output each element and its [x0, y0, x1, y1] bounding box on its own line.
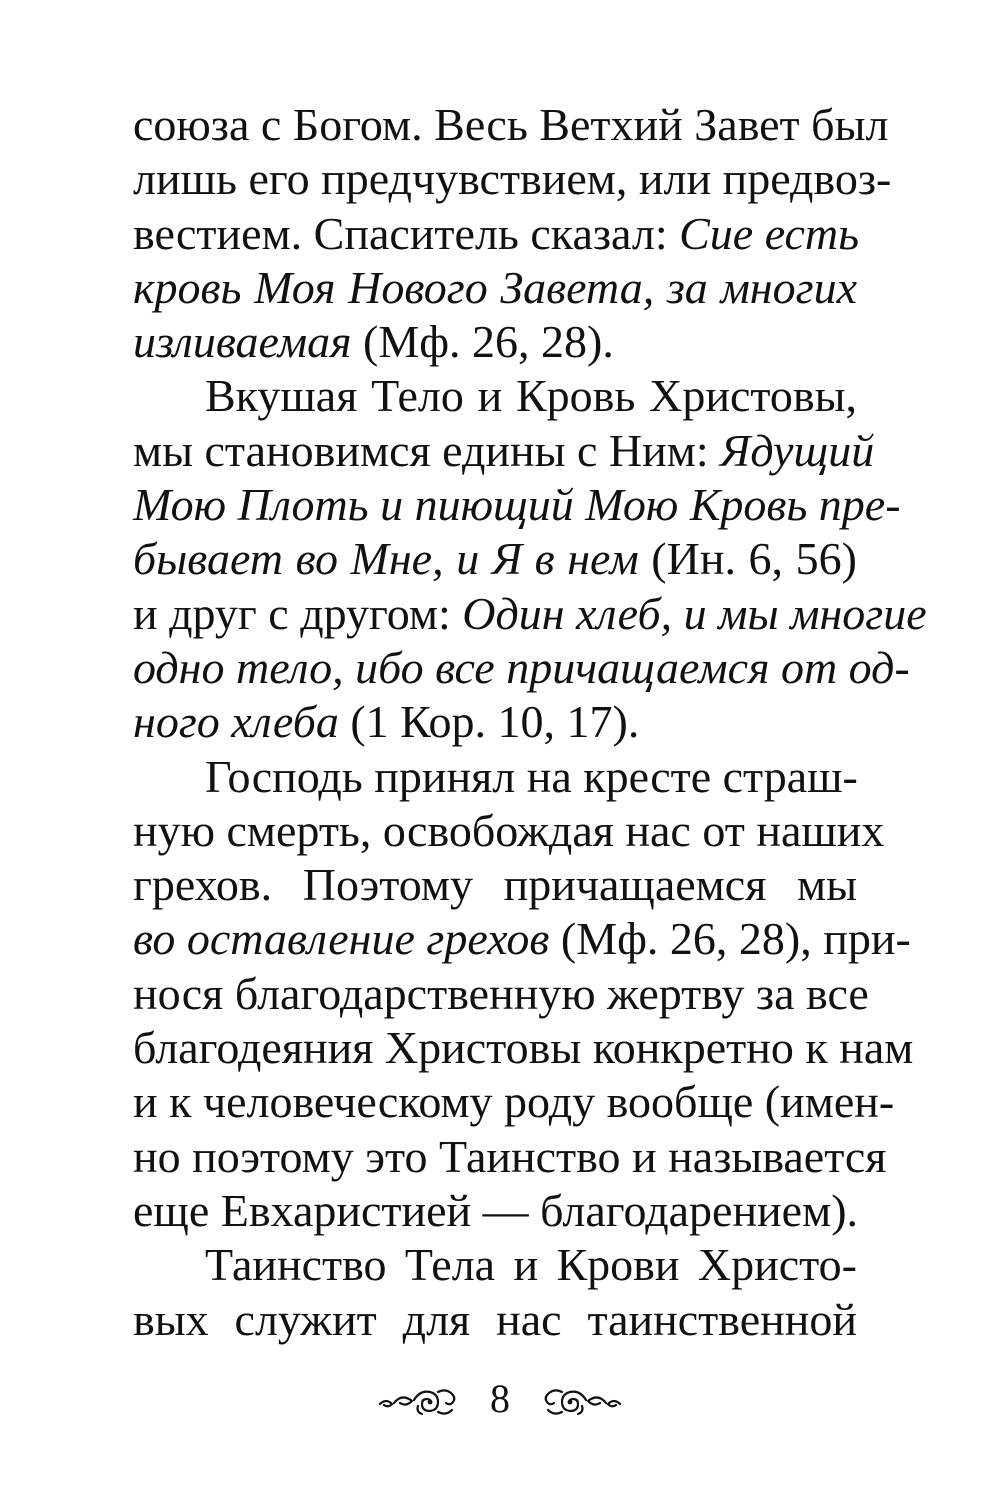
scripture-quote: Сие есть [679, 207, 860, 259]
text-span: нося благодарственную жертву за все [133, 967, 869, 1019]
text-line [133, 207, 860, 261]
text-span: лишь его предчувствием, или предвоз- [133, 153, 892, 205]
text-span: Таинство Тела и Крови Христо- [205, 1239, 857, 1291]
text-line [133, 152, 892, 206]
text-line [133, 1130, 887, 1184]
text-line [133, 967, 869, 1021]
text-span: мы становимся едины с Ним: [133, 424, 721, 476]
text-line [133, 261, 857, 315]
text-line [133, 369, 857, 423]
floral-ornament-icon [540, 1384, 622, 1418]
text-span: благодеяния Христовы конкретно к нам [133, 1022, 914, 1074]
text-line [133, 912, 911, 966]
text-line [133, 1021, 914, 1075]
text-span: грехов. Поэтому причащаемся мы [133, 859, 857, 911]
text-line [133, 1238, 857, 1292]
page-number: 8 [490, 1376, 510, 1421]
text-span: (Ин. 6, 56) [638, 533, 857, 585]
text-line [133, 1184, 857, 1238]
text-span: вых служит для нас таинственной [133, 1293, 857, 1345]
scripture-quote: во оставление грехов [133, 913, 550, 965]
scripture-quote: Ядущий [720, 424, 875, 476]
text-span: Вкушая Тело и Кровь Христовы, [205, 370, 857, 422]
text-line [133, 750, 857, 804]
floral-ornament-icon [378, 1384, 460, 1418]
text-span: еще Евхаристией — благодарением). [133, 1184, 859, 1236]
text-line [133, 98, 889, 152]
text-span: но поэтому это Таинство и называется [133, 1130, 887, 1182]
text-line [133, 1293, 857, 1347]
text-span: союза с Богом. Весь Ветхий Завет был [133, 99, 889, 150]
text-line [133, 424, 875, 478]
text-span: ную смерть, освобождая нас от наших [133, 804, 885, 856]
text-line [133, 695, 857, 749]
text-line [133, 478, 901, 532]
text-line [133, 1075, 895, 1129]
scripture-quote: одно тело, ибо все причащаемся от од- [133, 641, 910, 693]
body-text [133, 98, 927, 1347]
text-line [133, 641, 910, 695]
scripture-quote: Мою Плоть и пиющий Мою Кровь пре- [133, 479, 901, 531]
text-span: (Мф. 26, 28), при- [549, 913, 911, 965]
scripture-quote: ного хлеба [133, 696, 339, 748]
text-span: и к человеческому роду вообще (имен- [133, 1076, 895, 1128]
text-line [133, 858, 857, 912]
text-line [133, 587, 927, 641]
text-span: (Мф. 26, 28). [351, 316, 614, 368]
page-footer [0, 1370, 1000, 1430]
text-line [133, 532, 857, 586]
text-line [133, 315, 857, 369]
scripture-quote: изливаемая [133, 316, 352, 368]
text-span: Господь принял на кресте страш- [205, 750, 858, 802]
scripture-quote: бывает во Мне, и Я в нем [133, 533, 639, 585]
scripture-quote: Один хлеб, и мы многие [462, 587, 927, 639]
text-line [133, 804, 885, 858]
text-span: вестием. Спаситель сказал: [133, 207, 680, 259]
scripture-quote: кровь Моя Нового Завета, за многих [133, 261, 857, 313]
text-span: (1 Кор. 10, 17). [338, 696, 640, 748]
text-span: и друг с другом: [133, 587, 463, 639]
